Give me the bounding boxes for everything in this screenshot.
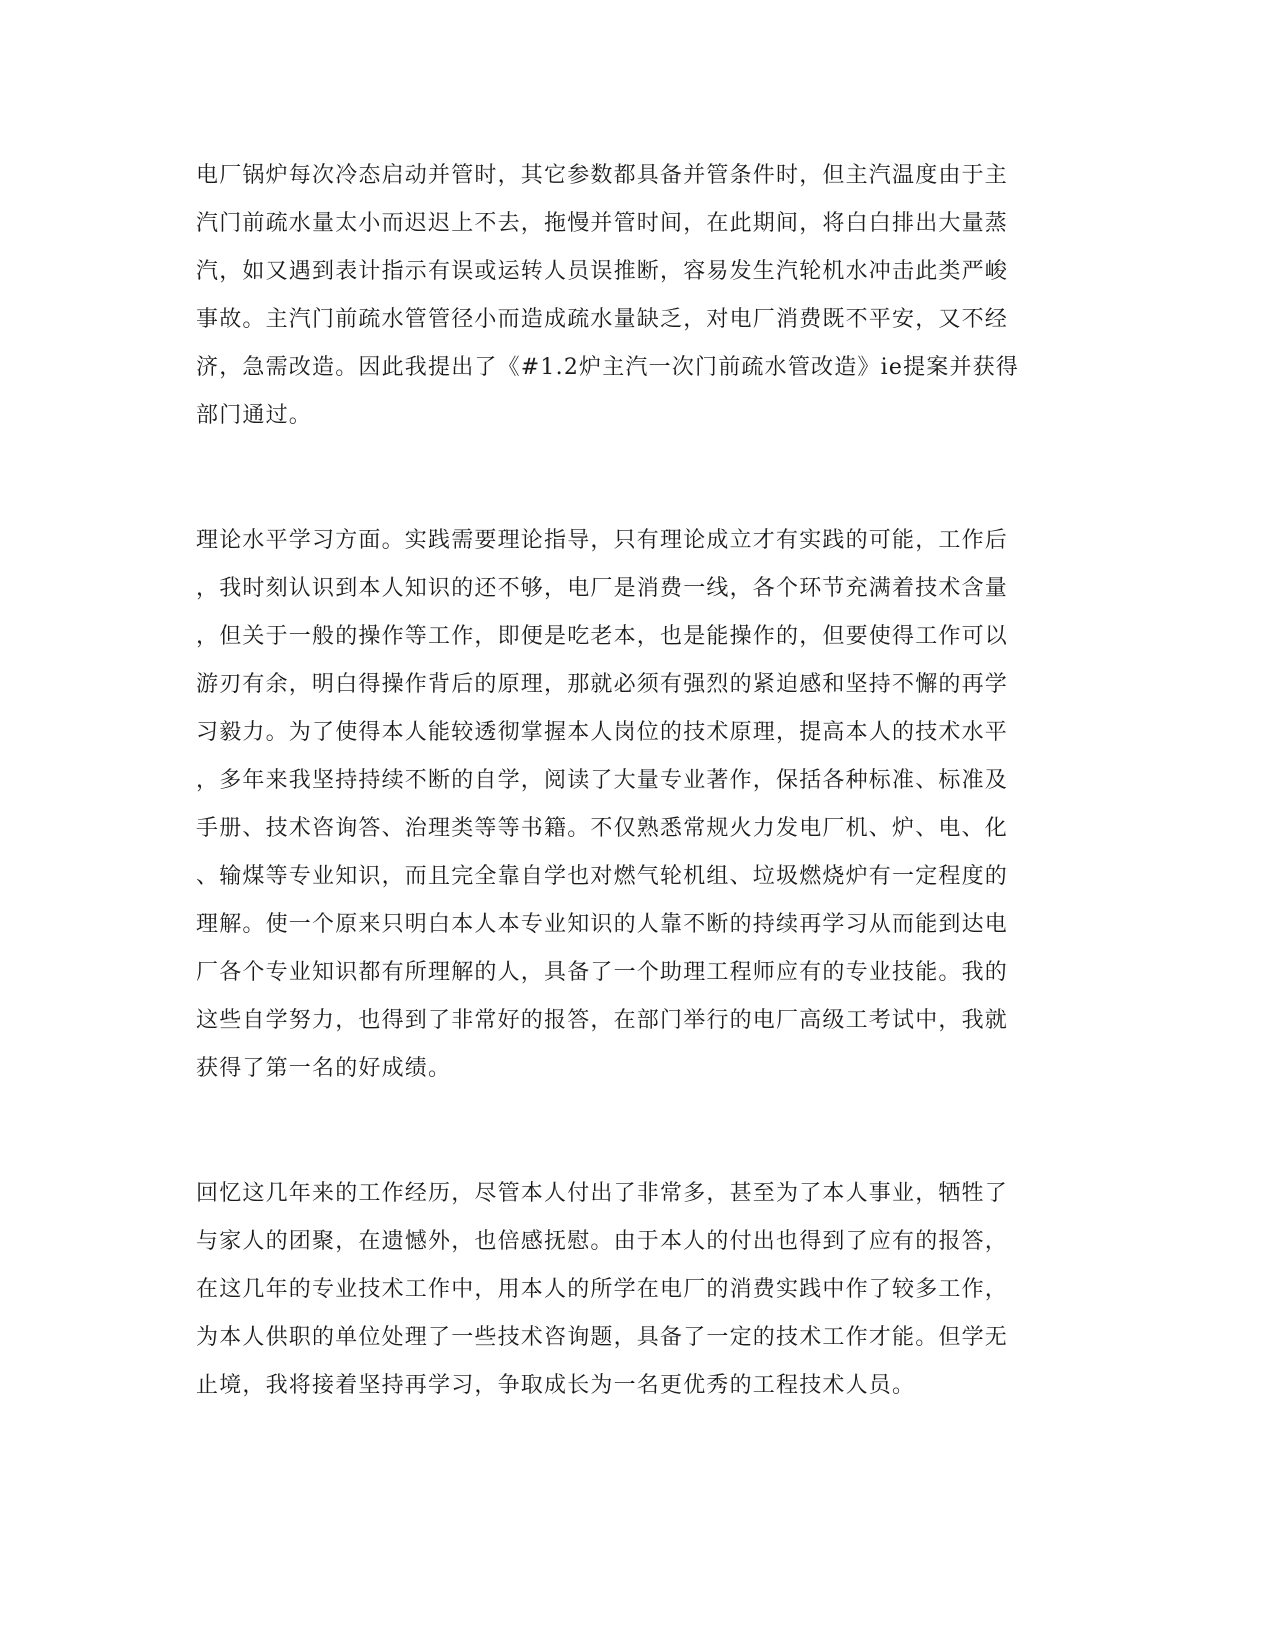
text-line: 电厂锅炉每次冷态启动并管时，其它参数都具备并管条件时，但主汽温度由于主 — [196, 163, 1009, 188]
text-line: ，多年来我坚持持续不断的自学，阅读了大量专业著作，保括各种标准、标准及 — [196, 768, 1009, 793]
text-line: 这些自学努力，也得到了非常好的报答，在部门举行的电厂高级工考试中，我就 — [196, 1008, 1009, 1033]
text-line: 为本人供职的单位处理了一些技术咨询题，具备了一定的技术工作才能。但学无 — [196, 1325, 1009, 1350]
text-line: 理解。使一个原来只明白本人本专业知识的人靠不断的持续再学习从而能到达电 — [196, 912, 1009, 937]
text-line: 获得了第一名的好成绩。 — [196, 1056, 452, 1081]
text-line: 与家人的团聚，在遗憾外，也倍感抚慰。由于本人的付出也得到了应有的报答， — [196, 1229, 1009, 1254]
document-body — [196, 152, 1076, 1410]
text-line: 游刃有余，明白得操作背后的原理，那就必须有强烈的紧迫感和坚持不懈的再学 — [196, 672, 1009, 697]
text-line: 厂各个专业知识都有所理解的人，具备了一个助理工程师应有的专业技能。我的 — [196, 960, 1009, 985]
text-line: 汽，如又遇到表计指示有误或运转人员误推断，容易发生汽轮机水冲击此类严峻 — [196, 259, 1009, 284]
text-line: 济，急需改造。因此我提出了《#1.2炉主汽一次门前疏水管改造》ie提案并获得 — [196, 355, 1020, 380]
text-line: 、输煤等专业知识，而且完全靠自学也对燃气轮机组、垃圾燃烧炉有一定程度的 — [196, 864, 1009, 889]
text-line: 回忆这几年来的工作经历，尽管本人付出了非常多，甚至为了本人事业，牺牲了 — [196, 1181, 1009, 1206]
text-line: ，但关于一般的操作等工作，即便是吃老本，也是能操作的，但要使得工作可以 — [196, 624, 1009, 649]
text-line: ，我时刻认识到本人知识的还不够，电厂是消费一线，各个环节充满着技术含量 — [196, 576, 1009, 601]
text-line: 手册、技术咨询答、治理类等等书籍。不仅熟悉常规火力发电厂机、炉、电、化 — [196, 816, 1009, 841]
text-line: 在这几年的专业技术工作中，用本人的所学在电厂的消费实践中作了较多工作， — [196, 1277, 1009, 1302]
paragraph-boiler-drain-pipe — [196, 152, 1076, 440]
text-line: 汽门前疏水量太小而迟迟上不去，拖慢并管时间，在此期间，将白白排出大量蒸 — [196, 211, 1009, 236]
text-line: 事故。主汽门前疏水管管径小而造成疏水量缺乏，对电厂消费既不平安，又不经 — [196, 307, 1009, 332]
text-line: 理论水平学习方面。实践需要理论指导，只有理论成立才有实践的可能，工作后 — [196, 528, 1009, 553]
paragraph-theory-study — [196, 517, 1076, 1093]
text-line: 止境，我将接着坚持再学习，争取成长为一名更优秀的工程技术人员。 — [196, 1373, 916, 1398]
text-line: 部门通过。 — [196, 403, 313, 428]
paragraph-work-review — [196, 1170, 1076, 1410]
text-line: 习毅力。为了使得本人能较透彻掌握本人岗位的技术原理，提高本人的技术水平 — [196, 720, 1009, 745]
